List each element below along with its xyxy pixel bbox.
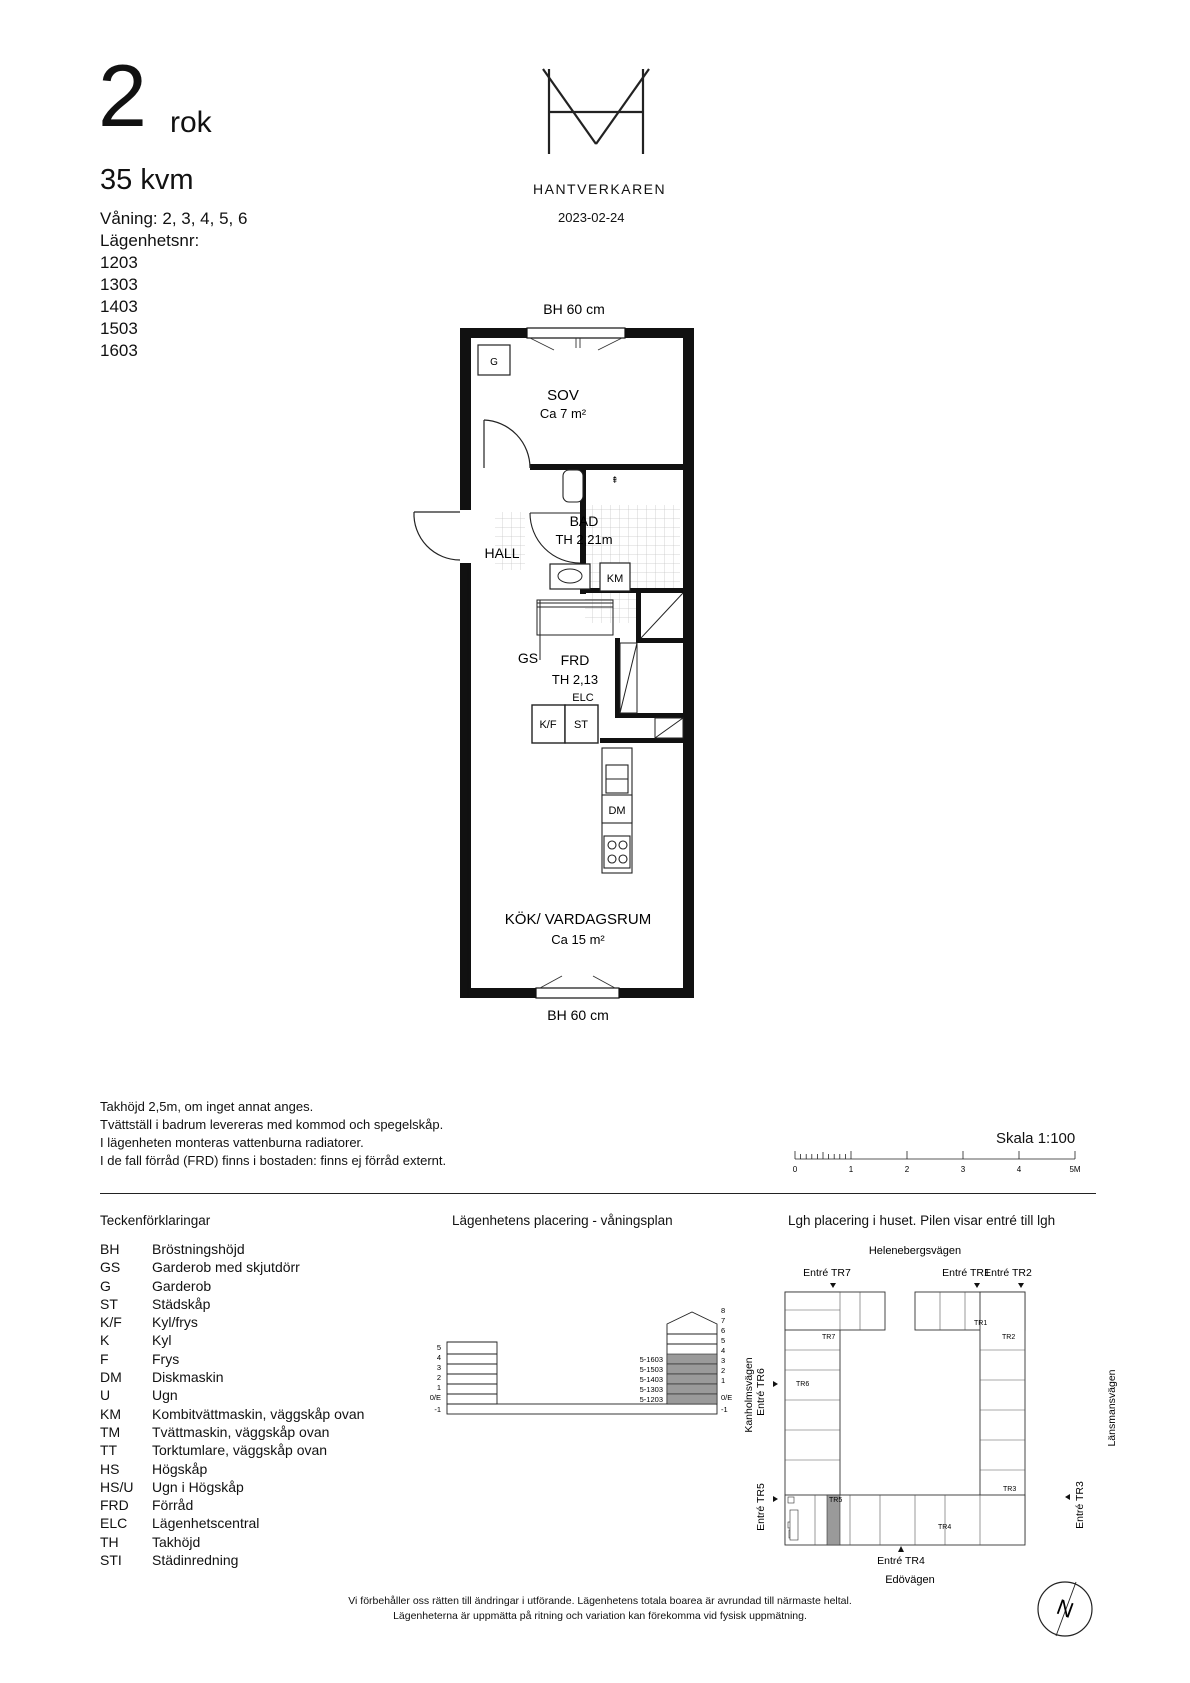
stair-label: TR7 (822, 1334, 836, 1341)
wall (683, 328, 694, 998)
wall (625, 328, 694, 338)
level-label: -1 (434, 1405, 441, 1414)
note-line: I lägenheten monteras vattenburna radiatorer. (100, 1135, 364, 1150)
ventilation-icon: ⇞ (611, 475, 619, 485)
hall-label: HALL (484, 545, 520, 561)
level-label: 2 (721, 1366, 726, 1375)
legend-item: U Ugn (100, 1387, 178, 1404)
scale-tick: 3 (960, 1165, 966, 1174)
legend-item: TM Tvättmaskin, väggskåp ovan (100, 1423, 330, 1440)
wardrobe-label: G (490, 357, 498, 368)
brand-logo (540, 66, 652, 156)
notes (100, 1098, 446, 1170)
toilet (563, 470, 583, 502)
level-label: 6 (721, 1326, 726, 1335)
level-label: 0/E (429, 1393, 441, 1402)
legend-item: FRD Förråd (100, 1497, 194, 1514)
compass-icon (1034, 1578, 1096, 1640)
level-label: 4 (436, 1353, 441, 1362)
legend-item: HS Högskåp (100, 1460, 208, 1477)
bedroom-name: SOV (547, 387, 579, 404)
apartment-section-label: 5-1203 (639, 1395, 663, 1404)
stove (604, 836, 630, 868)
note-line: Takhöjd 2,5m, om inget annat anges. (100, 1099, 314, 1114)
entrance-label: Entré TR4 (877, 1555, 925, 1567)
wall (615, 713, 694, 718)
legend-item: KM Kombitvättmaskin, väggskåp ovan (100, 1405, 365, 1422)
wall (600, 738, 694, 743)
top-window-label: BH 60 cm (543, 301, 605, 317)
legend-item: ST Städskåp (100, 1295, 211, 1312)
legend-item: GS Garderob med skjutdörr (100, 1259, 300, 1276)
level-label: 1 (721, 1376, 726, 1385)
scale-tick: 2 (904, 1165, 910, 1174)
building-section (425, 1296, 735, 1426)
hall-tiles (495, 512, 525, 570)
note-line: I de fall förråd (FRD) finns i bostaden: finns ej förråd externt. (100, 1153, 447, 1168)
street-name: Länsmansvägen (1106, 1369, 1118, 1447)
legend-item: TH Takhöjd (100, 1533, 201, 1550)
floors-info: Våning: 2, 3, 4, 5, 6 (100, 209, 248, 228)
legend-heading: Teckenförklaringar (100, 1213, 211, 1228)
wall (460, 328, 527, 338)
apartment-section-label: 5-1503 (639, 1365, 663, 1374)
apartment-number-label: Lägenhetsnr: (100, 231, 200, 250)
footer-line: Lägenheterna är uppmätta på ritning och variation kan förekomma vid fysisk uppmätning. (393, 1610, 807, 1622)
apartment-number: 1303 (100, 275, 138, 294)
scale-label: Skala 1:100 (996, 1130, 1076, 1147)
legend-item: BH Bröstningshöjd (100, 1241, 245, 1257)
entrance-label: Entré TR1 (942, 1267, 990, 1279)
bedroom-area: Ca 7 m² (539, 406, 587, 421)
wall (636, 638, 694, 643)
storage-height: TH 2,13 (551, 672, 599, 687)
entrance-label: Entré TR3 (1074, 1481, 1086, 1529)
street-name: Edövägen (885, 1574, 935, 1586)
sink (550, 564, 590, 589)
scale-tick: 4 (1016, 1165, 1022, 1174)
apartment-number: 1203 (100, 253, 138, 272)
scale-tick: 1 (848, 1165, 854, 1174)
bathroom-name: BAD (569, 513, 599, 529)
living-room-name: KÖK/ VARDAGSRUM (504, 911, 652, 928)
legend-item: TT Torktumlare, väggskåp ovan (100, 1442, 328, 1459)
stair-label: TR3 (1003, 1486, 1017, 1493)
footer-line: Vi förbehåller oss rätten till ändringar i utförande. Lägenhetens totala boarea är avrundad till närmaste heltal. (348, 1595, 852, 1607)
level-label: 3 (721, 1356, 726, 1365)
divider (100, 1193, 1096, 1194)
room-count: 2 (98, 46, 147, 145)
apartment-number: 1403 (100, 297, 138, 316)
apartment-number: 1603 (100, 341, 138, 360)
stair-label: TR4 (938, 1524, 952, 1531)
room-count-unit: rok (170, 106, 212, 139)
legend-item: K/F Kyl/frys (100, 1314, 198, 1331)
stair-label: TR5 (829, 1497, 843, 1504)
floor-plan (430, 301, 720, 1100)
scale-tick: 0 (792, 1165, 798, 1174)
level-label: 7 (721, 1316, 726, 1325)
apartment-section-label: 5-1603 (639, 1355, 663, 1364)
street-name: Helenebergsvägen (868, 1245, 962, 1257)
legend-item: ELC Lägenhetscentral (100, 1515, 260, 1532)
level-label: 0/E (721, 1393, 733, 1402)
scale-tick: 5M (1069, 1165, 1081, 1174)
legend-item: HS/U Ugn i Högskåp (100, 1478, 244, 1495)
sliding-wardrobe-label: GS (517, 650, 539, 666)
storage-name: FRD (560, 652, 590, 668)
section-heading: Lägenhetens placering - våningsplan (452, 1213, 673, 1228)
level-label: 1 (436, 1383, 441, 1392)
stair-label: TR2 (1002, 1334, 1016, 1341)
entrance-label: Entré TR5 (755, 1483, 767, 1531)
legend-list (100, 1240, 364, 1569)
level-label: 2 (436, 1373, 441, 1382)
site-plan (740, 1240, 1118, 1600)
living-room-area: Ca 15 m² (551, 932, 605, 947)
washing-machine-label: KM (606, 573, 624, 585)
level-label: 3 (436, 1363, 441, 1372)
note-line: Tvättställ i badrum levereras med kommod och spegelskåp. (100, 1117, 444, 1132)
scale-bar (790, 1148, 1090, 1178)
level-label: -1 (721, 1405, 728, 1414)
wall (460, 988, 536, 998)
entrance-label: Entré TR2 (984, 1267, 1032, 1279)
brand-name: HANTVERKAREN (533, 181, 667, 197)
wall (460, 563, 471, 998)
level-label: 8 (721, 1306, 726, 1315)
site-heading: Lgh placering i huset. Pilen visar entré till lgh (788, 1213, 1056, 1228)
dishwasher-label: DM (608, 805, 626, 817)
plan-date: 2023-02-24 (558, 210, 625, 225)
compass-label: N (1053, 1594, 1077, 1623)
legend-item: F Frys (100, 1350, 180, 1367)
legend-item: STI Städinredning (100, 1552, 239, 1569)
apartment-area: 35 kvm (100, 164, 194, 196)
bathroom-height: TH 2,21m (555, 532, 613, 547)
fridge-freezer-label: K/F (539, 719, 557, 731)
level-label: 5 (721, 1336, 726, 1345)
legend-item: K Kyl (100, 1332, 172, 1349)
stair-label: TR6 (796, 1381, 810, 1388)
wall (619, 988, 694, 998)
cleaning-closet-label: ST (573, 719, 589, 731)
apartment-section-label: 5-1303 (639, 1385, 663, 1394)
stair-label: TR1 (974, 1320, 988, 1327)
bottom-window-label: BH 60 cm (547, 1007, 609, 1023)
entrance-label: Entré TR6 (755, 1368, 767, 1416)
apartment-number: 1503 (100, 319, 138, 338)
legend-item: DM Diskmaskin (100, 1369, 224, 1386)
wall (615, 638, 620, 718)
legend-item: G Garderob (100, 1277, 212, 1294)
electrical-central-label: ELC (572, 692, 594, 704)
wall (530, 464, 694, 470)
level-label: 4 (721, 1346, 726, 1355)
wall (636, 588, 641, 638)
street-name: Kanholmsvägen (743, 1357, 755, 1433)
level-label: 5 (436, 1343, 441, 1352)
apartment-section-label: 5-1403 (639, 1375, 663, 1384)
entrance-label: Entré TR7 (803, 1267, 851, 1279)
wall (460, 328, 471, 510)
